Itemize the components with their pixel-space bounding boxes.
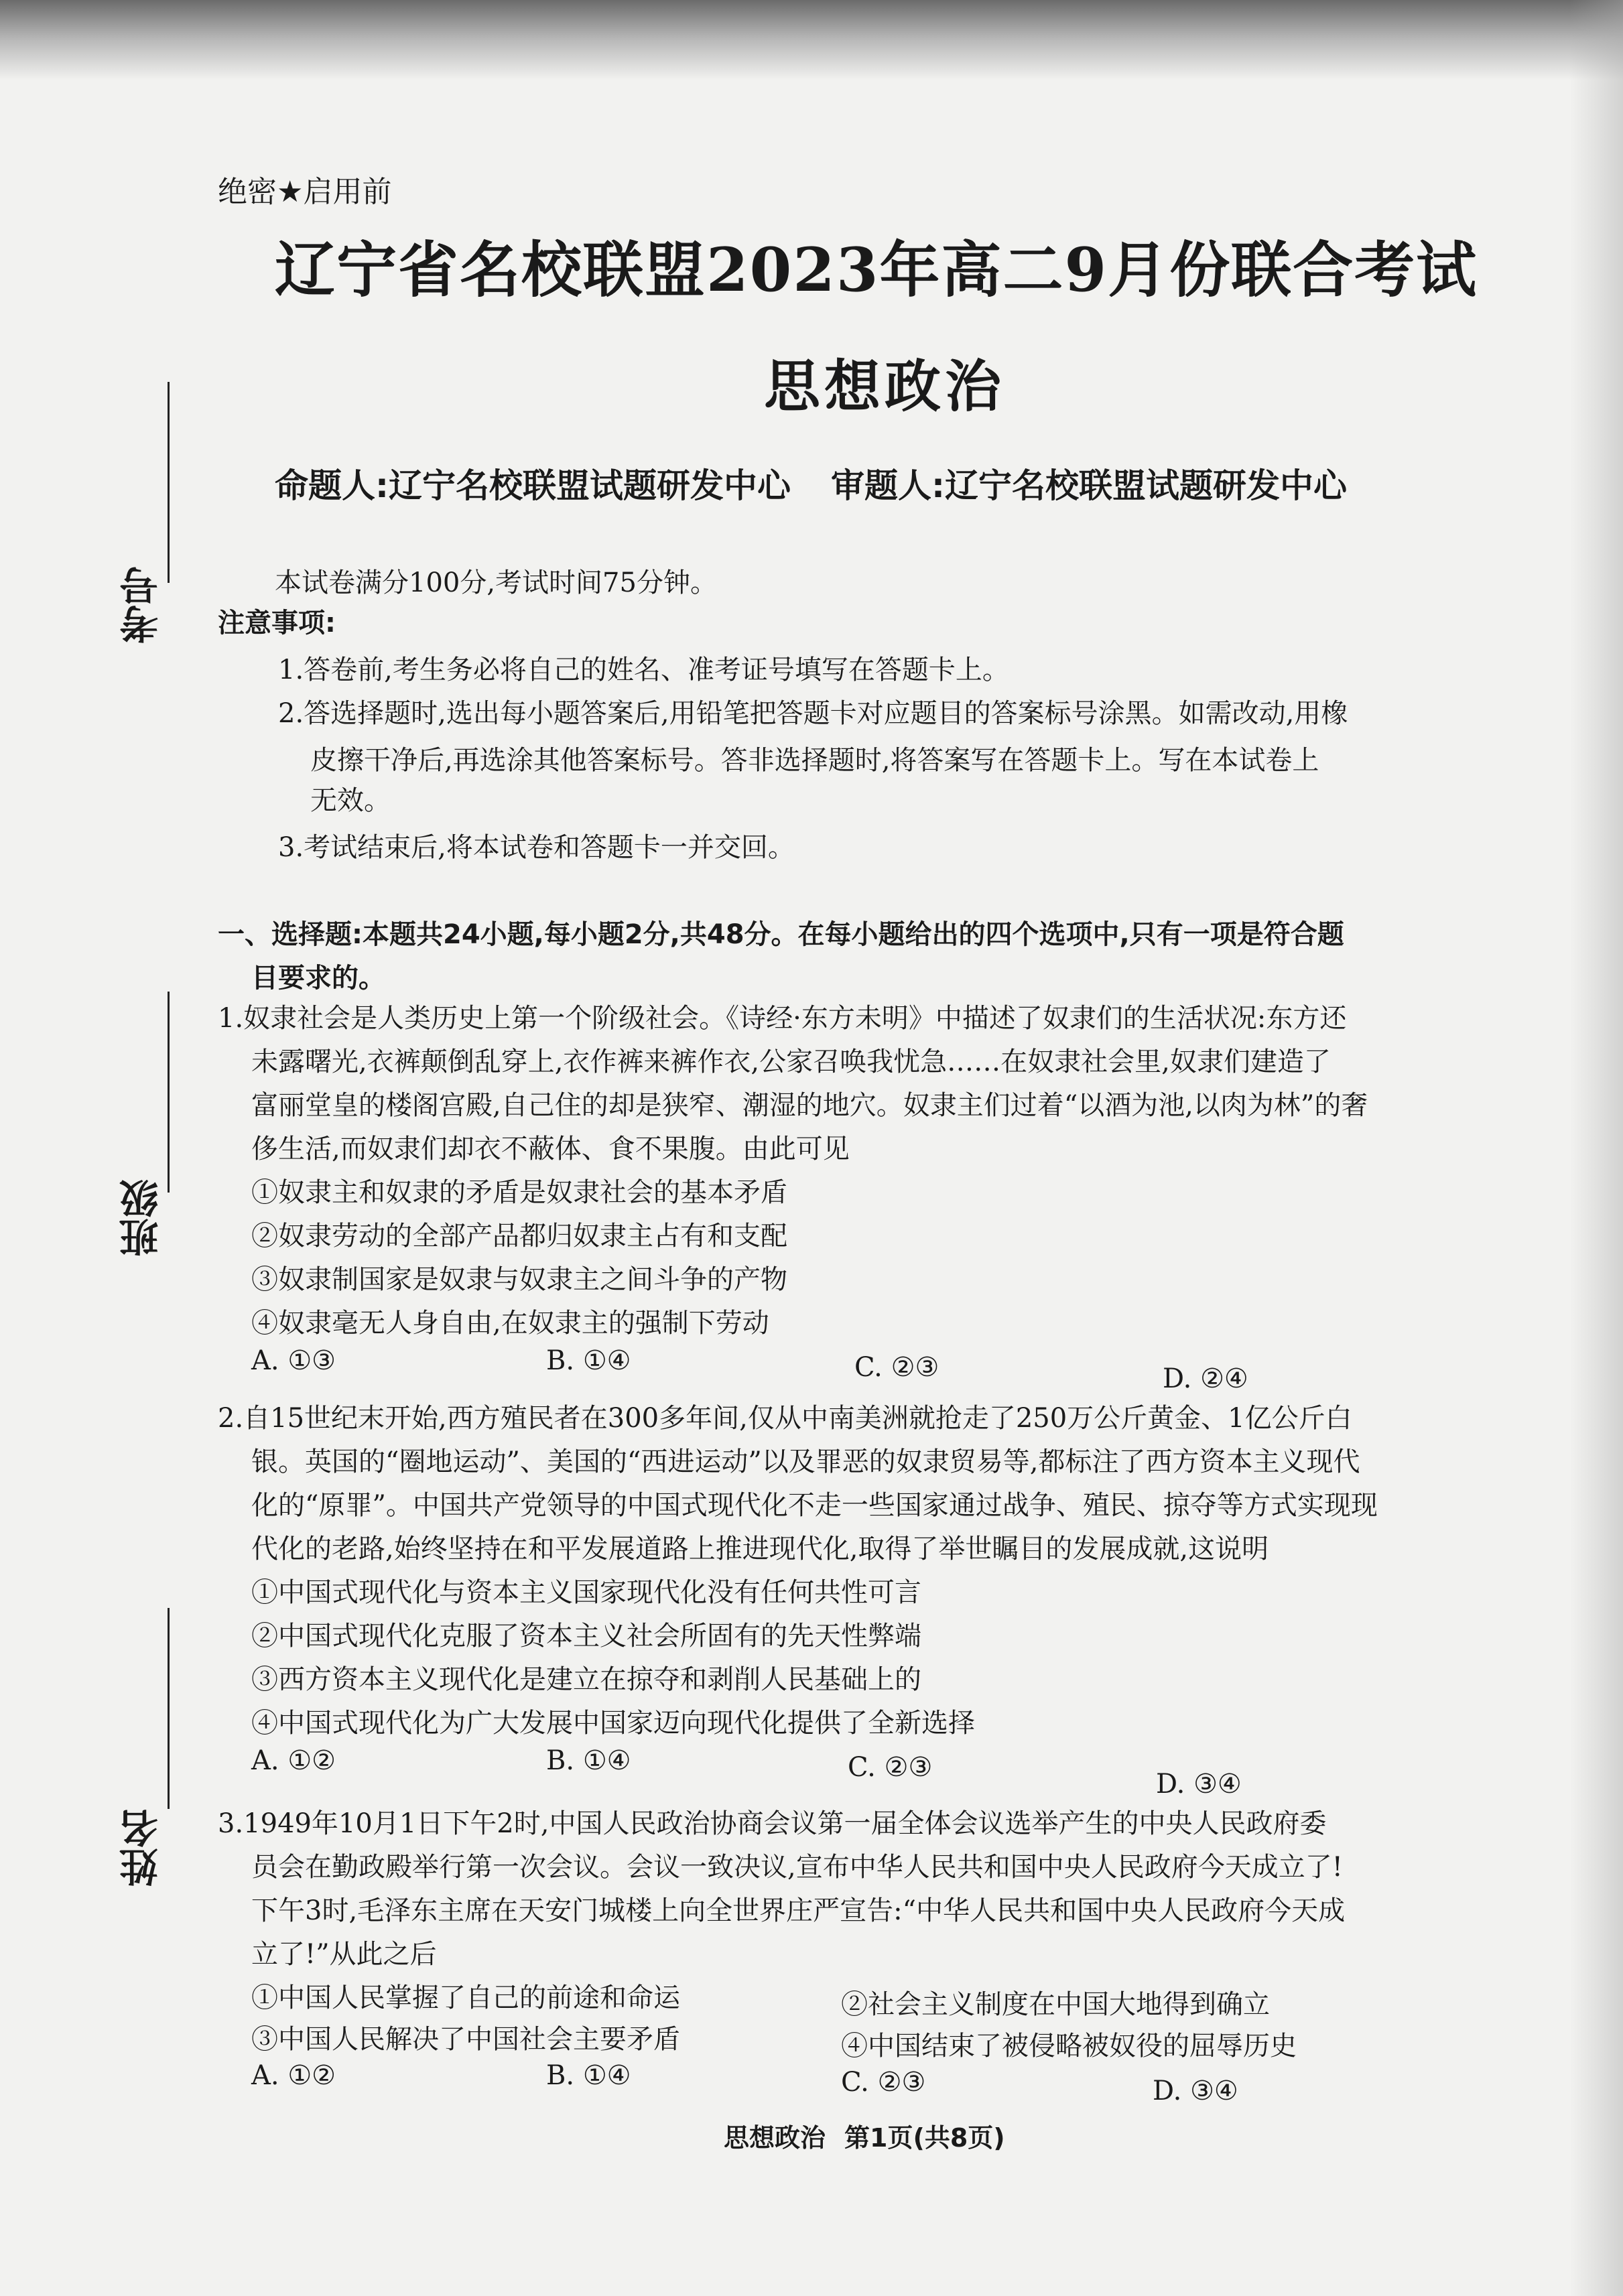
footer-subject: 思想政治 [724, 2123, 826, 2153]
q3-option-d: D. ③④ [1153, 2076, 1238, 2106]
q3-item: ②社会主义制度在中国大地得到确立 [841, 1989, 1270, 2020]
q2-stem-line: 代化的老路,始终坚持在和平发展道路上推进现代化,取得了举世瞩目的发展成就,这说明 [251, 1534, 1269, 1564]
note-3: 3.考试结束后,将本试卷和答题卡一并交回。 [278, 832, 795, 863]
q3-stem-line: 下午3时,毛泽东主席在天安门城楼上向全世界庄严宣告:“中华人民共和国中央人民政府今天成 [251, 1895, 1346, 1926]
q1-item: ③奴隶制国家是奴隶与奴隶主之间斗争的产物 [251, 1264, 787, 1295]
author: 命题人:辽宁名校联盟试题研发中心 [275, 466, 791, 505]
class-label: 班级 [119, 1179, 165, 1257]
subject-title: 思想政治 [764, 354, 1006, 419]
note-2-end: 无效。 [310, 785, 391, 816]
name-label: 姓名 [119, 1809, 165, 1887]
q3-item: ①中国人民掌握了自己的前途和命运 [251, 1982, 680, 2013]
q1-option-b: B. ①④ [546, 1345, 631, 1376]
q2-option-a: A. ①② [251, 1745, 336, 1776]
q1-stem-line: 1.奴隶社会是人类历史上第一个阶级社会。《诗经·东方未明》中描述了奴隶们的生活状况:东方还 [218, 1003, 1347, 1034]
q3-option-a: A. ①② [251, 2060, 336, 2091]
note-1: 1.答卷前,考生务必将自己的姓名、准考证号填写在答题卡上。 [278, 655, 1009, 685]
q2-option-c: C. ②③ [848, 1752, 933, 1783]
q1-option-d: D. ②④ [1163, 1363, 1248, 1394]
q3-stem-line: 立了!”从此之后 [251, 1939, 437, 1970]
q1-stem-line: 侈生活,而奴隶们却衣不蔽体、食不果腹。由此可见 [251, 1134, 850, 1164]
q1-stem-line: 未露曙光,衣裤颠倒乱穿上,衣作裤来裤作衣,公家召唤我忧急……在奴隶社会里,奴隶们建造了 [251, 1046, 1331, 1077]
q2-option-b: B. ①④ [546, 1745, 631, 1776]
q3-option-c: C. ②③ [841, 2067, 926, 2098]
q3-item: ④中国结束了被侵略被奴役的屈辱历史 [841, 2031, 1297, 2062]
note-2-cont: 皮擦干净后,再选涂其他答案标号。答非选择题时,将答案写在答题卡上。写在本试卷上 [310, 745, 1319, 776]
full-score-text: 本试卷满分100分,考试时间75分钟。 [275, 567, 717, 598]
confidential-mark: 绝密★启用前 [218, 175, 392, 209]
footer-page-number: 第1页(共8页) [844, 2123, 1005, 2153]
q3-stem-line: 3.1949年10月1日下午2时,中国人民政治协商会议第一届全体会议选举产生的中央人民政府委 [218, 1808, 1327, 1839]
exam-number-label: 考号 [119, 566, 165, 644]
q3-item: ③中国人民解决了中国社会主要矛盾 [251, 2024, 680, 2055]
q2-option-d: D. ③④ [1156, 1769, 1242, 1800]
reviewer: 审题人:辽宁名校联盟试题研发中心 [831, 466, 1347, 505]
exam-number-line [168, 382, 170, 583]
q2-stem-line: 银。英国的“圈地运动”、美国的“西进运动”以及罪恶的奴隶贸易等,都标注了西方资本主义现代 [251, 1446, 1360, 1477]
exam-title: 辽宁省名校联盟2023年高二9月份联合考试 [275, 234, 1478, 306]
class-line [168, 992, 170, 1193]
q1-option-c: C. ②③ [854, 1352, 939, 1383]
section-heading: 一、选择题:本题共24小题,每小题2分,共48分。在每小题给出的四个选项中,只有一项是符合题 [218, 919, 1344, 950]
name-line [168, 1608, 170, 1809]
q3-stem-line: 员会在勤政殿举行第一次会议。会议一致决议,宣布中华人民共和国中央人民政府今天成立了! [251, 1852, 1343, 1883]
authors-line [275, 459, 1347, 507]
q1-item: ④奴隶毫无人身自由,在奴隶主的强制下劳动 [251, 1308, 769, 1339]
q2-item: ②中国式现代化克服了资本主义社会所固有的先天性弊端 [251, 1621, 921, 1651]
page-footer [724, 2117, 1005, 2154]
q3-option-b: B. ①④ [546, 2060, 631, 2091]
scan-top-shadow [0, 0, 1623, 80]
q2-stem-line: 2.自15世纪末开始,西方殖民者在300多年间,仅从中南美洲就抢走了250万公斤黄金、1亿公斤白 [218, 1403, 1352, 1434]
q1-item: ②奴隶劳动的全部产品都归奴隶主占有和支配 [251, 1221, 787, 1252]
q2-item: ③西方资本主义现代化是建立在掠夺和剥削人民基础上的 [251, 1664, 921, 1695]
note-2: 2.答选择题时,选出每小题答案后,用铅笔把答题卡对应题目的答案标号涂黑。如需改动,用橡 [278, 698, 1348, 729]
q1-item: ①奴隶主和奴隶的矛盾是奴隶社会的基本矛盾 [251, 1177, 787, 1208]
scan-side-shadow [1569, 0, 1623, 2296]
q1-stem-line: 富丽堂皇的楼阁宫殿,自己住的却是狭窄、潮湿的地穴。奴隶主们过着“以酒为池,以肉为林”的奢 [251, 1090, 1368, 1121]
q2-stem-line: 化的“原罪”。中国共产党领导的中国式现代化不走一些国家通过战争、殖民、掠夺等方式实现现 [251, 1490, 1378, 1521]
q1-option-a: A. ①③ [251, 1345, 336, 1376]
q2-item: ①中国式现代化与资本主义国家现代化没有任何共性可言 [251, 1577, 921, 1608]
section-heading-cont: 目要求的。 [251, 963, 385, 994]
notes-title: 注意事项: [218, 608, 336, 638]
q2-item: ④中国式现代化为广大发展中国家迈向现代化提供了全新选择 [251, 1708, 975, 1739]
